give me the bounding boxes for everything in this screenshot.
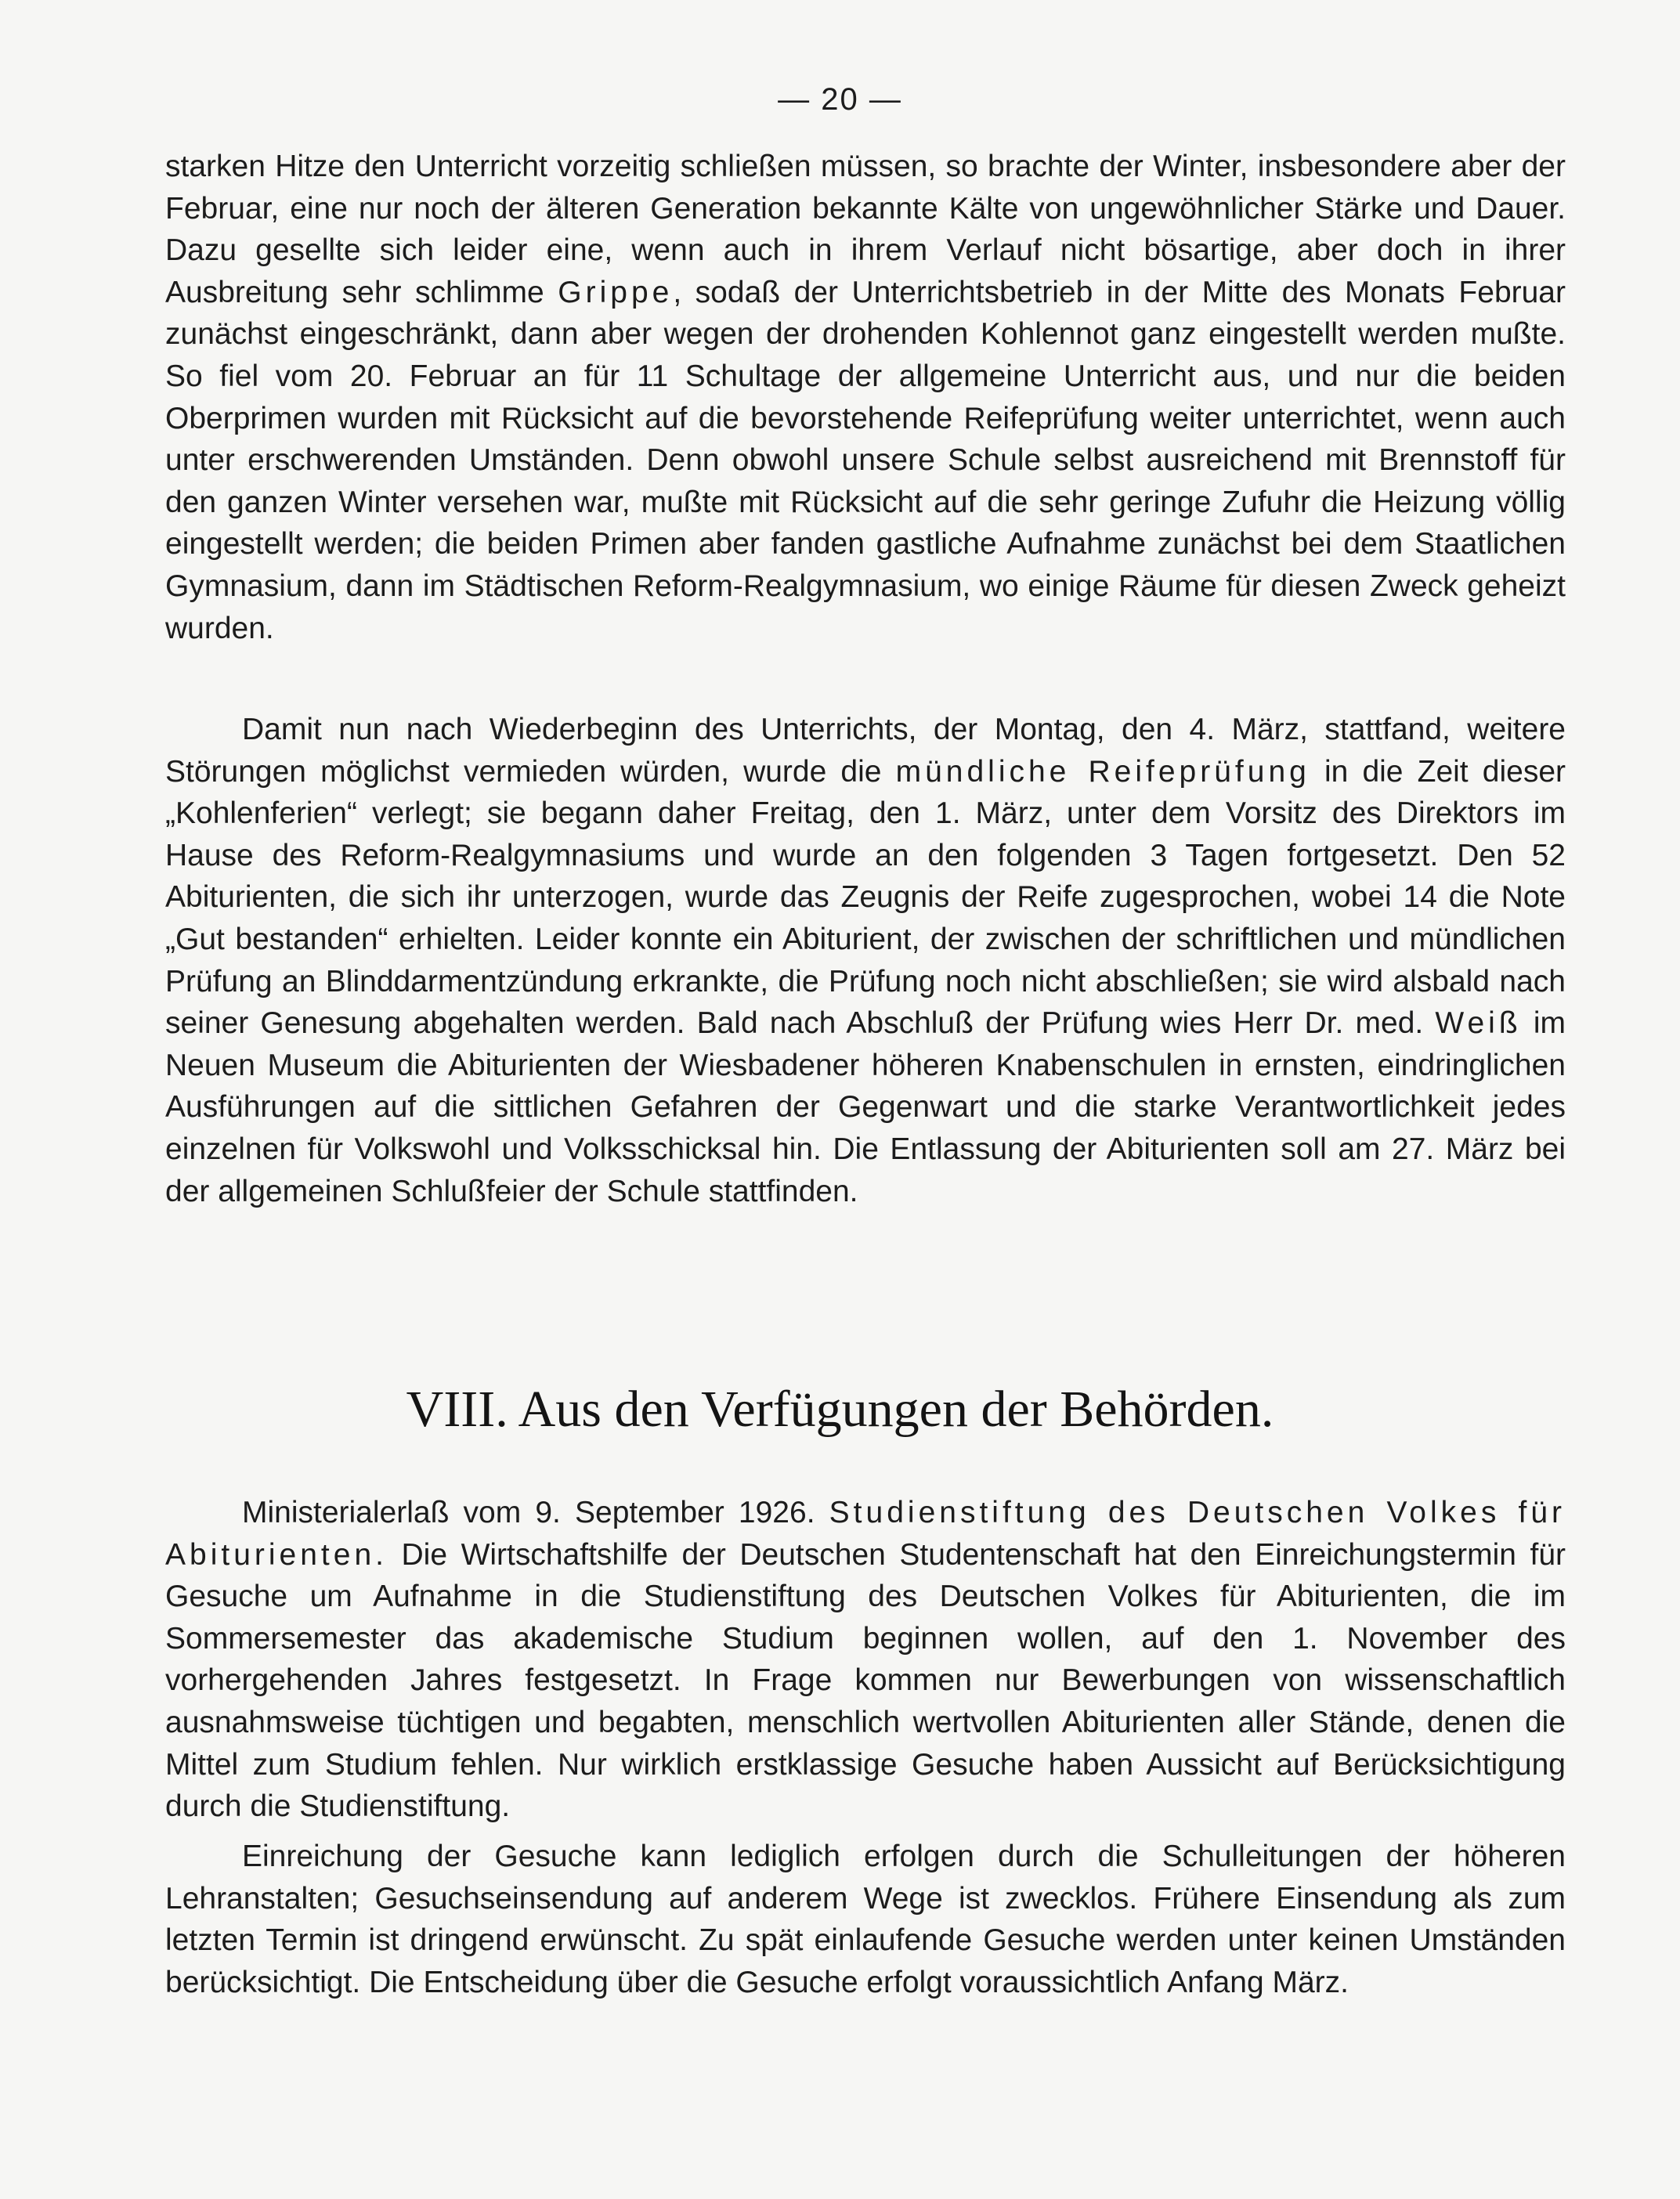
spaced-term-grippe: Grippe: [558, 275, 674, 309]
paragraph-ministerial-decree: [165, 1492, 1566, 1828]
paragraph-text: Damit nun nach Wiederbeginn des Unterrichts, der Montag, den 4. März, stattfand, weitere Störungen möglichst vermieden würden, wurde die: [165, 713, 1566, 789]
spaced-term-reifepruefung: mündliche Reifeprüfung: [895, 754, 1310, 789]
paragraph-text: im Neuen Museum die Abiturienten der Wiesbadener höheren Knabenschulen in ernsten, eindringlichen Ausführungen auf die sittlichen Gefahren der Gegenwart und die starke Verantwortlichkeit jedes einzelnen für Volkswohl und Volksschicksal hin. Die Entlassung der Abiturienten soll am 27. März bei der allgemeinen Schlußfeier der Schule stattfinden.: [165, 1006, 1566, 1208]
paragraph-submission: [165, 1836, 1566, 2003]
paragraph-text: Die Wirtschaftshilfe der Deutschen Studentenschaft hat den Einreichungstermin für Gesuche um Aufnahme in die Studienstiftung des Deutschen Volkes für Abiturienten, die im Sommersemester das akademische Studium beginnen wollen, auf den 1. November des vorhergehenden Jahres festgesetzt. In Frage kommen nur Bewerbungen von wissenschaftlich ausnahmsweise tüchtigen und begabten, menschlich wertvollen Abiturienten aller Stände, denen die Mittel zum Studium fehlen. Nur wirklich erstklassige Gesuche haben Aussicht auf Berücksichtigung durch die Studienstiftung.: [165, 1537, 1566, 1824]
spaced-term-studienstiftung: Studienstiftung des Deutschen Volkes für Abiturienten.: [165, 1496, 1566, 1572]
paragraph-text: Ministerialerlaß vom 9. September 1926.: [242, 1496, 829, 1529]
page-number: — 20 —: [778, 82, 902, 117]
paragraph-oral-exam: [165, 709, 1566, 1212]
paragraph-text: , sodaß der Unterrichtsbetrieb in der Mitte des Monats Februar zunächst eingeschränkt, dann aber wegen der drohenden Kohlennot ganz eingestellt werden mußte. So fiel vom 20. Februar an für 11 Schultage der allgemeine Unterricht aus, und nur die beiden Oberprimen wurden mit Rücksicht auf die bevorstehende Reifeprüfung weiter unterrichtet, wenn auch unter erschwerenden Umständen. Denn obwohl unsere Schule selbst ausreichend mit Brennstoff für den ganzen Winter versehen war, mußte mit Rücksicht auf die sehr geringe Zufuhr die Heizung völlig eingestellt werden; die beiden Primen aber fanden gastliche Aufnahme zunächst bei dem Staatlichen Gymnasium, dann im Städtischen Reform-Realgymnasium, wo einige Räume für diesen Zweck geheizt wurden.: [165, 275, 1566, 645]
spaced-term-weiss: Weiß: [1435, 1006, 1522, 1041]
paragraph-text: starken Hitze den Unterricht vorzeitig schließen müssen, so brachte der Winter, insbesondere aber der Februar, eine nur noch der älteren Generation bekannte Kälte von ungewöhnlicher Stärke und Dauer. Dazu gesellte sich leider eine, wenn auch in ihrem Verlauf nicht bösartige, aber doch in ihrer Ausbreitung sehr schlimme: [165, 150, 1566, 309]
paragraph-weather-closure: [165, 146, 1566, 649]
paragraph-text: Einreichung der Gesuche kann lediglich erfolgen durch die Schulleitungen der höheren Lehranstalten; Gesuchseinsendung auf anderem Wege ist zwecklos. Frühere Einsendung als zum letzten Termin ist dringend erwünscht. Zu spät einlaufende Gesuche werden unter keinen Umständen berücksichtigt. Die Entscheidung über die Gesuche erfolgt voraussichtlich Anfang März.: [165, 1840, 1566, 1999]
section-heading: VIII. Aus den Verfügungen der Behörden.: [406, 1381, 1274, 1438]
paragraph-text: in die Zeit dieser „Kohlenferien“ verlegt; sie begann daher Freitag, den 1. März, unter dem Vorsitz des Direktors im Hause des Reform-Realgymnasiums und wurde an den folgenden 3 Tagen fortgesetzt. Den 52 Abiturienten, die sich ihr unterzogen, wurde das Zeugnis der Reife zugesprochen, wobei 14 die Note „Gut bestanden“ erhielten. Leider konnte ein Abiturient, der zwischen der schriftlichen und mündlichen Prüfung an Blinddarmentzündung erkrankte, die Prüfung noch nicht abschließen; sie wird alsbald nach seiner Genesung abgehalten werden. Bald nach Abschluß der Prüfung wies Herr Dr. med.: [165, 754, 1566, 1041]
